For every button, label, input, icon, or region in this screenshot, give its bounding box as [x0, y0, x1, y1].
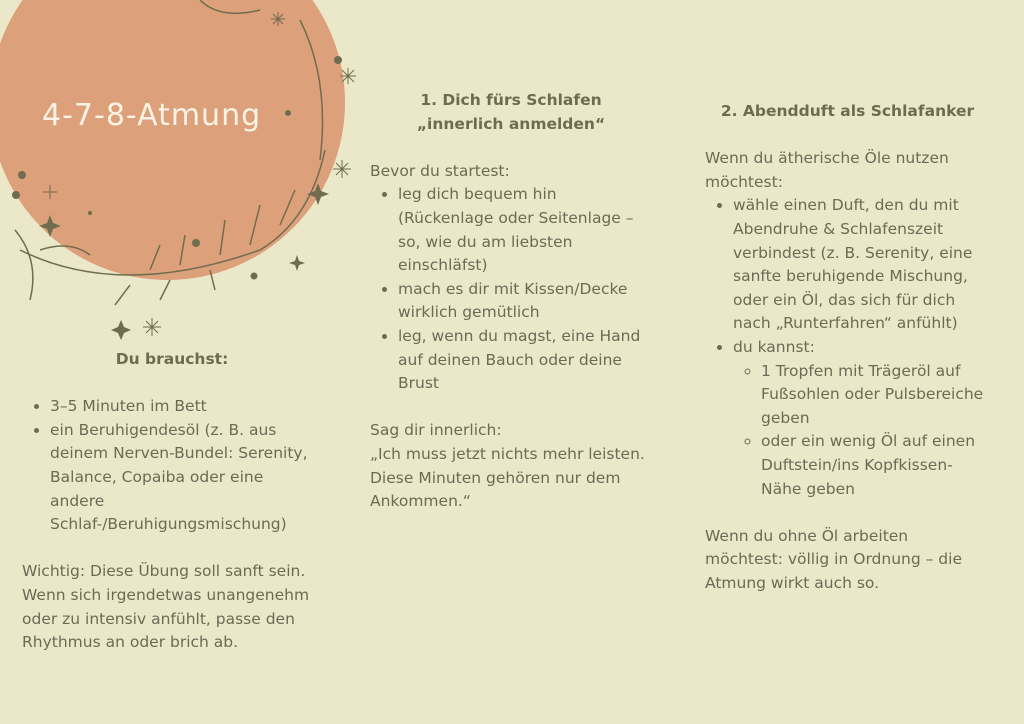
- list-item: [733, 336, 990, 501]
- say-label: Sag dir innerlich:: [370, 421, 502, 440]
- column-step-1: [370, 89, 652, 514]
- column-needs: [22, 348, 322, 655]
- sub-list-item: ◦ oder ein wenig Öl auf einen Duftstein/ins Kopfkissen-Nähe geben: [761, 430, 990, 501]
- list-item: • 3–5 Minuten im Bett: [50, 395, 322, 419]
- list-item: • ein Beruhigendesöl (z. B. aus deinem Nerven-Bundel: Serenity, Balance, Copaiba oder eine andere Schlaf-/Beruhigungsmischung): [50, 419, 322, 537]
- section-heading: Du brauchst:: [115, 350, 229, 368]
- intro-text: Bevor du startest:: [370, 161, 510, 180]
- sub-list-item: ◦ 1 Tropfen mit Trägeröl auf Fußsohlen oder Pulsbereiche geben: [761, 360, 990, 431]
- section-heading: 1. Dich fürs Schlafen „innerlich anmelden“: [416, 91, 606, 133]
- step-list: [370, 183, 652, 395]
- column-step-2: [705, 100, 990, 595]
- page-title: 4-7-8-Atmung: [42, 98, 262, 133]
- quote-text: „Ich muss jetzt nichts mehr leisten. Diese Minuten gehören nur dem Ankommen.“: [370, 444, 645, 511]
- note-text: Wichtig: Diese Übung soll sanft sein. Wenn sich irgendetwas unangenehm oder zu intensiv anfühlt, passe den Rhythmus an oder brich ab.: [22, 562, 310, 652]
- intro-text: Wenn du ätherische Öle nutzen möchtest:: [705, 149, 949, 191]
- wreath-decoration-icon: [0, 0, 380, 350]
- step-list: [705, 194, 990, 501]
- list-item: • wähle einen Duft, den du mit Abendruhe & Schlafenszeit verbindest (z. B. Serenity, eine sanfte beruhigende Mischung, oder ein Öl, das sich für dich nach „Runterfahren“ anfühlt): [733, 194, 990, 336]
- section-heading: 2. Abendduft als Schlafanker: [720, 102, 975, 120]
- list-item: • leg dich bequem hin (Rückenlage oder Seitenlage – so, wie du am liebsten einschläfst): [398, 183, 652, 277]
- list-item: • leg, wenn du magst, eine Hand auf deinen Bauch oder deine Brust: [398, 325, 652, 396]
- outro-text: Wenn du ohne Öl arbeiten möchtest: völlig in Ordnung – die Atmung wirkt auch so.: [705, 526, 962, 592]
- list-item: • mach es dir mit Kissen/Decke wirklich gemütlich: [398, 278, 652, 325]
- needs-list: [22, 395, 322, 537]
- sub-list: [733, 360, 990, 502]
- list-item-text: du kannst:: [733, 337, 815, 356]
